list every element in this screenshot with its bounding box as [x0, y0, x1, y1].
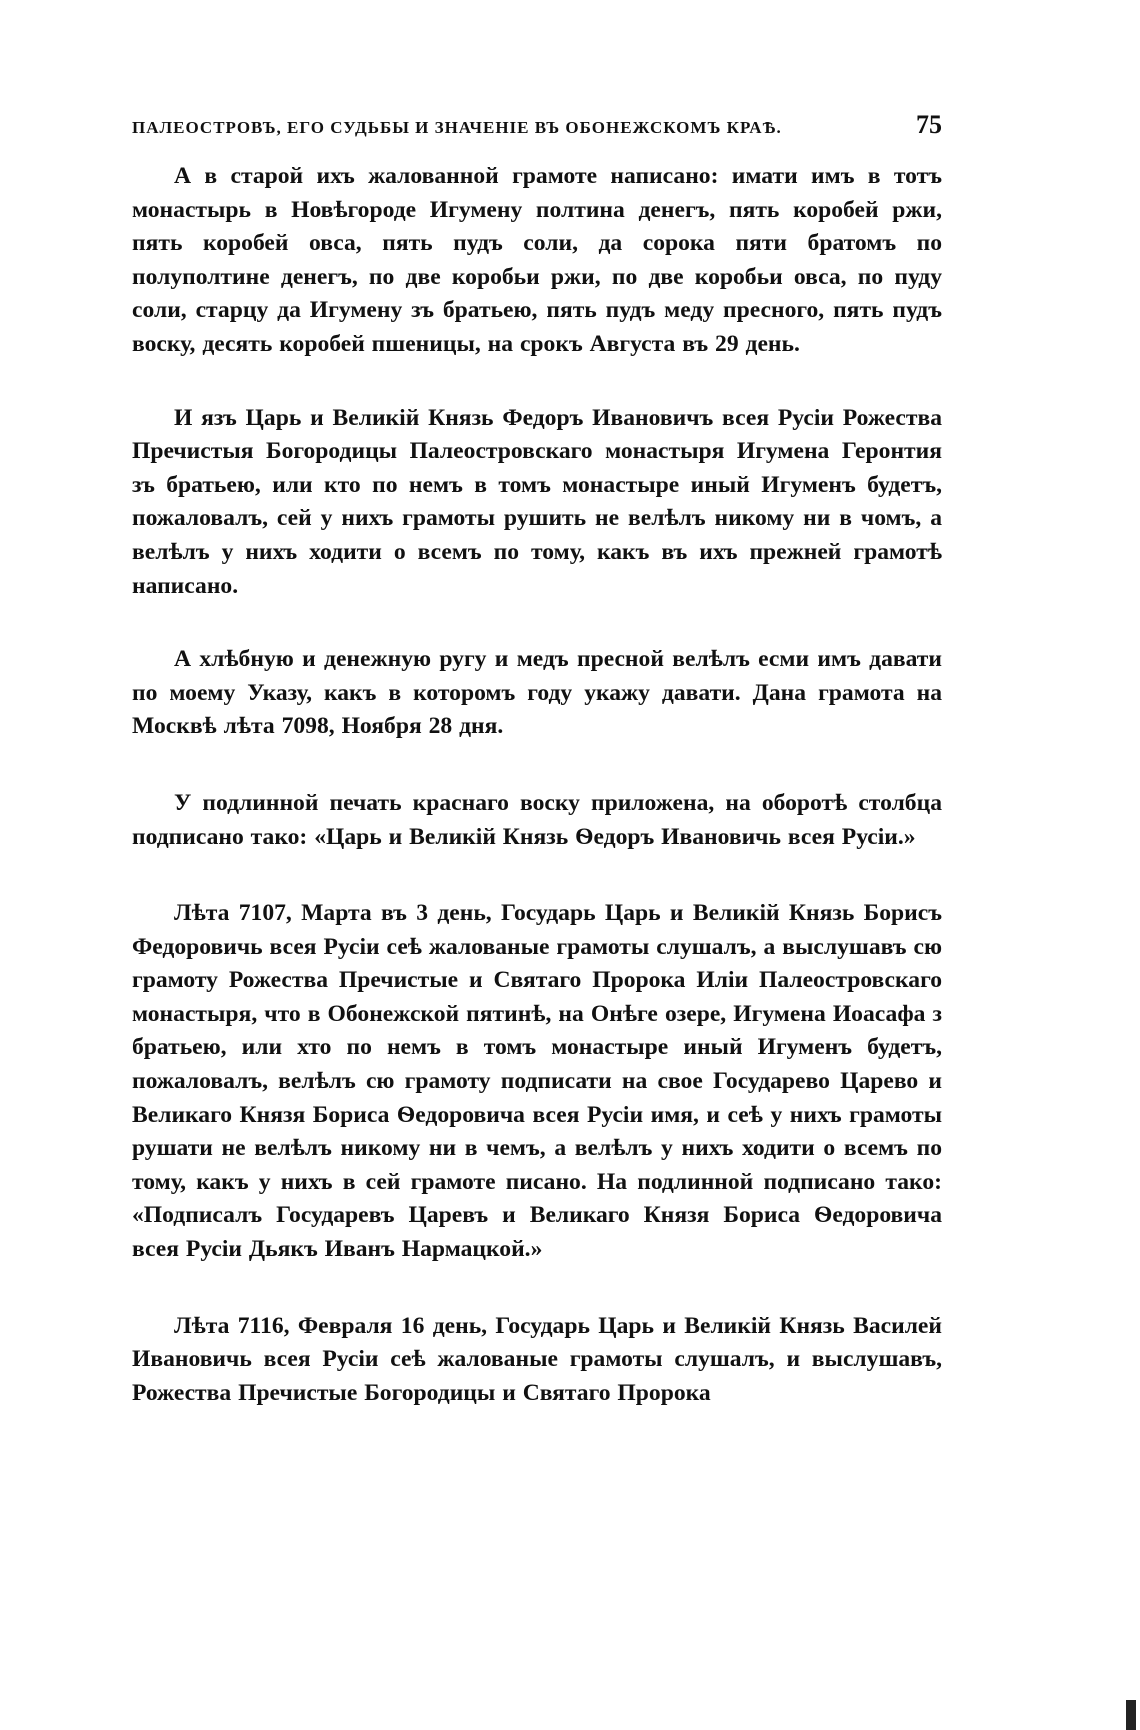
paragraph-2: И язъ Царь и Великій Князь Федоръ Ивановичъ всея Русіи Рожества Пречистыя Богородицы Палеостровскаго монастыря Игумена Геронтия зъ братьею, или кто по немъ в томъ монастыре иный Игуменъ будетъ, пожаловалъ, сей у нихъ грамоты рушить не велѣлъ никому ни в чомъ, а велѣлъ у нихъ ходити о всемъ по тому, какъ въ ихъ прежней грамотѣ написано. — [132, 404, 942, 599]
running-header — [132, 110, 942, 140]
scan-edge-mark — [1126, 1700, 1136, 1730]
paragraph-3: А хлѣбную и денежную ругу и медъ пресной велѣлъ есми имъ давати по моему Указу, какъ в которомъ году укажу давати. Дана грамота на Москвѣ лѣта 7098, Ноября 28 дня. — [132, 646, 942, 740]
running-title: ПАЛЕОСТРОВЪ, ЕГО СУДЬБЫ И ЗНАЧЕНІЕ ВЪ ОБОНЕЖСКОМЪ КРАѢ. — [132, 118, 782, 137]
paragraph-4: У подлинной печать краснаго воску приложена, на оборотѣ столбца подписано тако: «Царь и Великій Князь Ѳедоръ Ивановичь всея Русіи.» — [132, 789, 942, 850]
body-text — [132, 160, 942, 1410]
page-number: 75 — [916, 110, 942, 139]
paragraph-6: Лѣта 7116, Февраля 16 день, Государь Царь и Великій Князь Василей Ивановичь всея Русіи сеѣ жалованые грамоты слушалъ, и выслушавъ, Рожества Пречистые Богородицы и Святаго Пророка — [132, 1312, 942, 1406]
paragraph-5: Лѣта 7107, Марта въ 3 день, Государь Царь и Великій Князь Борисъ Федоровичь всея Русіи сеѣ жалованые грамоты слушалъ, а выслушавъ сю грамоту Рожества Пречистые и Святаго Пророка Иліи Палеостровскаго монастыря, что в Обонежской пятинѣ, на Онѣге озере, Игумена Иоасафа з братьею, или хто по немъ в томъ монастыре иный Игуменъ будетъ, пожаловалъ, велѣлъ сю грамоту подписати на свое Государево Царево и Великаго Князя Бориса Ѳедоровича всея Русіи имя, и сеѣ у нихъ грамоты рушати не велѣлъ никому ни в чемъ, а велѣлъ у нихъ ходити о всемъ по тому, какъ у нихъ в сей грамоте писано. На подлинной подписано тако: «Подписалъ Государевъ Царевъ и Великаго Князя Бориса Ѳедоровича всея Русіи Дьякъ Иванъ Нармацкой.» — [132, 900, 942, 1263]
paragraph-1: А в старой ихъ жалованной грамоте написано: имати имъ в тотъ монастырь в Новѣгороде Игумену полтина денегъ, пять коробей ржи, пять коробей овса, пять пудъ соли, да сорока пяти братомъ по полуполтине денегъ, по две коробьи ржи, по две коробьи овса, по пуду соли, старцу да Игумену зъ братьею, пять пудъ меду пресного, пять пудъ воску, десять коробей пшеницы, на срокъ Августа въ 29 день. — [132, 163, 942, 357]
